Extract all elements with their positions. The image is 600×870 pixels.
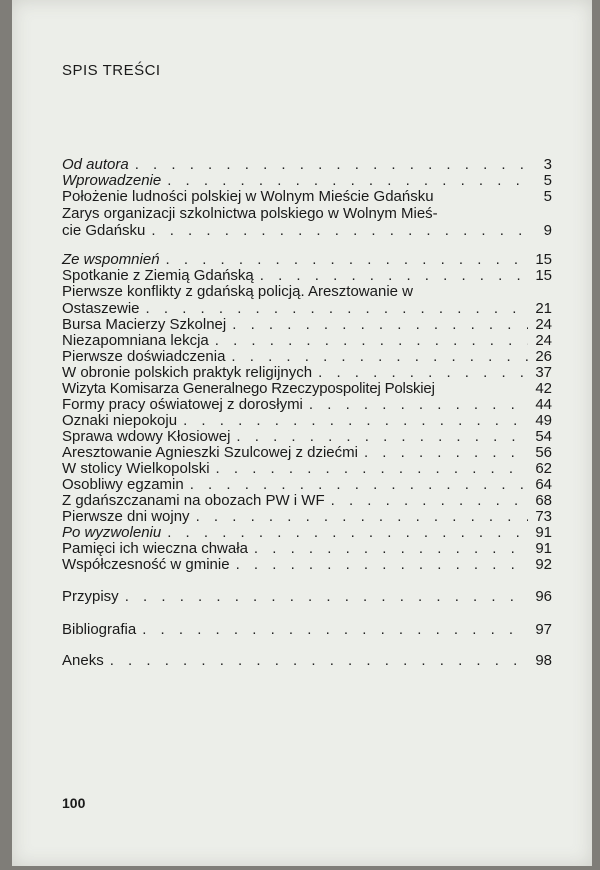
- toc-entry-text: Aresztowanie Agnieszki Szulcowej z dziećmi: [62, 444, 358, 461]
- toc-entry-text: Współczesność w gminie: [62, 556, 230, 573]
- toc-entry-aneks: [62, 652, 552, 669]
- toc-entry-text: Przypisy: [62, 588, 119, 605]
- dot-leader: [151, 222, 528, 239]
- dot-leader: [110, 652, 528, 669]
- toc-entry-oznaki: [62, 412, 552, 429]
- toc-entry-text: Spotkanie z Ziemią Gdańską: [62, 267, 254, 284]
- dot-leader: [231, 348, 528, 365]
- toc-entry-wizyta: [62, 380, 552, 397]
- toc-entry-text: Wprowadzenie: [62, 172, 162, 189]
- toc-page-number: 92: [535, 556, 552, 573]
- dot-leader: [196, 508, 528, 525]
- book-page: [12, 0, 592, 866]
- toc-page-number: 42: [535, 380, 552, 397]
- toc-page-number: 68: [535, 492, 552, 509]
- page-title: SPIS TREŚCI: [62, 62, 161, 79]
- dot-leader: [364, 444, 528, 461]
- dot-leader: [215, 332, 528, 349]
- toc-entry-text: Z gdańszczanami na obozach PW i WF: [62, 492, 325, 509]
- toc-entry-od-autora: [62, 156, 552, 173]
- toc-entry-pierwsze-konflikty: [62, 283, 552, 317]
- dot-leader: [260, 267, 528, 284]
- toc-entry-text: Wizyta Komisarza Generalnego Rzeczypospolitej Polskiej: [62, 380, 435, 397]
- dot-leader: [236, 556, 528, 573]
- dot-leader: [318, 364, 528, 381]
- toc-page-number: 96: [535, 588, 552, 605]
- dot-leader: [146, 300, 528, 317]
- toc-entry-pierwsze-doswiadczenia: [62, 348, 552, 365]
- dot-leader: [166, 251, 528, 268]
- toc-entry-formy-pracy: [62, 396, 552, 413]
- toc-entry-text: Osobliwy egzamin: [62, 476, 184, 493]
- toc-page-number: 15: [535, 251, 552, 268]
- toc-entry-aresztowanie: [62, 444, 552, 461]
- toc-page-number: 24: [535, 316, 552, 333]
- toc-entry-text: W stolicy Wielkopolski: [62, 460, 210, 477]
- toc-entry-niezapomniana: [62, 332, 552, 349]
- toc-entry-text: Ostaszewie: [62, 300, 140, 317]
- toc-entry-text: Bursa Macierzy Szkolnej: [62, 316, 227, 333]
- toc-page-number: 44: [535, 396, 552, 413]
- toc-entry-text: Od autora: [62, 156, 129, 173]
- toc-entry-text: Po wyzwoleniu: [62, 524, 162, 541]
- toc-entry-po-wyzwoleniu: [62, 524, 552, 541]
- toc-page-number: 26: [535, 348, 552, 365]
- toc-entry-text: Ze wspomnień: [62, 251, 160, 268]
- toc-entry-text: Oznaki niepokoju: [62, 412, 178, 429]
- toc-entry-text: Niezapomniana lekcja: [62, 332, 209, 349]
- toc-entry-text: Sprawa wdowy Kłosiowej: [62, 428, 231, 445]
- toc-page-number: 97: [535, 621, 552, 638]
- toc-page-number: 62: [535, 460, 552, 477]
- toc-page-number: 9: [543, 222, 552, 239]
- toc-page-number: 37: [535, 364, 552, 381]
- dot-leader: [167, 524, 528, 541]
- toc-page-number: 5: [543, 172, 552, 189]
- toc-entry-text: Pamięci ich wieczna chwała: [62, 540, 248, 557]
- toc-entry-w-obronie: [62, 364, 552, 381]
- toc-entry-sprawa-wdowy: [62, 428, 552, 445]
- dot-leader: [254, 540, 528, 557]
- toc-entry-w-stolicy: [62, 460, 552, 477]
- toc-entry-text: Formy pracy oświatowej z dorosłymi: [62, 396, 303, 413]
- dot-leader: [183, 412, 528, 429]
- dot-leader: [142, 621, 528, 638]
- toc-page-number: 24: [535, 332, 552, 349]
- dot-leader: [216, 460, 528, 477]
- toc-entry-osobliwy-egzamin: [62, 476, 552, 493]
- toc-entry-z-gdanszczanami: [62, 492, 552, 509]
- toc-page-number: 54: [535, 428, 552, 445]
- toc-page-number: 91: [535, 540, 552, 557]
- toc-entry-pierwsze-dni-wojny: [62, 508, 552, 525]
- toc-entry-spotkanie: [62, 267, 552, 284]
- toc-entry-text: cie Gdańsku: [62, 222, 146, 239]
- dot-leader: [236, 428, 528, 445]
- toc-entry-text: Położenie ludności polskiej w Wolnym Mieście Gdańsku: [62, 188, 434, 205]
- toc-entry-text: Pierwsze dni wojny: [62, 508, 190, 525]
- dot-leader: [331, 492, 528, 509]
- dot-leader: [190, 476, 528, 493]
- toc-entry-text: Aneks: [62, 652, 104, 669]
- toc-entry-text: Pierwsze doświadczenia: [62, 348, 226, 365]
- toc-entry-zarys: [62, 205, 552, 239]
- toc-page-number: 73: [535, 508, 552, 525]
- dot-leader: [167, 172, 528, 189]
- toc-entry-wspolczesnosc: [62, 556, 552, 573]
- dot-leader: [135, 156, 528, 173]
- toc-entry-pamieci: [62, 540, 552, 557]
- page-number-folio: 100: [62, 795, 86, 811]
- toc-entry-przypisy: [62, 588, 552, 605]
- toc-page-number: 49: [535, 412, 552, 429]
- toc-entry-bursa: [62, 316, 552, 333]
- toc-entry-wprowadzenie: [62, 172, 552, 189]
- toc-entry-ze-wspomnien: [62, 251, 552, 268]
- toc-entry-text: W obronie polskich praktyk religijnych: [62, 364, 313, 381]
- toc-page-number: 98: [535, 652, 552, 669]
- toc-page-number: 15: [535, 267, 552, 284]
- toc-page-number: 5: [543, 188, 552, 205]
- toc-page-number: 64: [535, 476, 552, 493]
- toc-page-number: 21: [535, 300, 552, 317]
- toc-entry-text-line1: Pierwsze konflikty z gdańską policją. Aresztowanie w: [62, 283, 413, 300]
- toc-entry-polozenie: [62, 188, 552, 205]
- toc-entry-text: Bibliografia: [62, 621, 137, 638]
- dot-leader: [309, 396, 528, 413]
- toc-entry-bibliografia: [62, 621, 552, 638]
- toc-page-number: 91: [535, 524, 552, 541]
- toc-page-number: 3: [543, 156, 552, 173]
- dot-leader: [232, 316, 528, 333]
- dot-leader: [125, 588, 528, 605]
- toc-entry-text-line1: Zarys organizacji szkolnictwa polskiego w Wolnym Mieś-: [62, 205, 438, 222]
- toc-page-number: 56: [535, 444, 552, 461]
